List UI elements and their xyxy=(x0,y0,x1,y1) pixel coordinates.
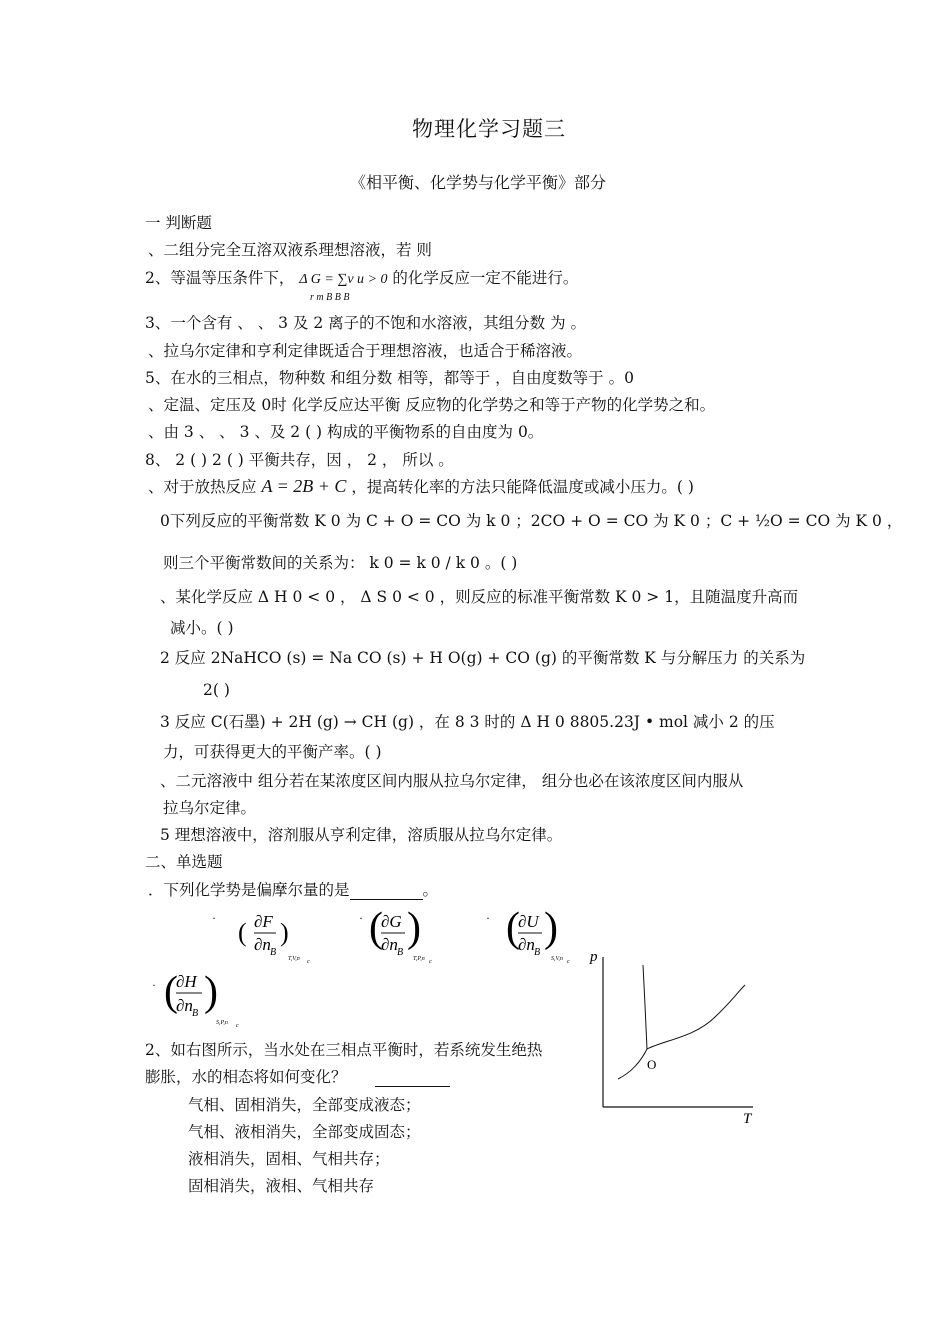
option-c-cond: S,V,n xyxy=(551,956,563,962)
page-title: 物理化学习题三 xyxy=(412,117,566,141)
judge-q9-suffix: ，提高转化率的方法只能降低温度或减小压力。( ) xyxy=(351,478,694,496)
option-b-cond: T,P,n xyxy=(413,956,425,962)
single-q2-line2 xyxy=(145,1067,450,1087)
judge-q10-line2: 则三个平衡常数间的关系为： k 0 = k 0 / k 0 。( ) xyxy=(163,554,518,572)
judge-q15: 5 理想溶液中，溶剂服从亨利定律，溶质服从拉乌尔定律。 xyxy=(160,826,563,844)
option-a[interactable] xyxy=(210,905,330,969)
single-q1-end: 。 xyxy=(422,881,439,899)
option-a-formula xyxy=(210,905,330,965)
option-a-lparen: ( xyxy=(238,918,247,947)
option-c-num: ∂U xyxy=(518,912,539,931)
judge-q1: 、二组分完全互溶双液系理想溶液，若 则 xyxy=(148,241,432,259)
option-a-dot: · xyxy=(212,911,216,925)
sublimation-curve xyxy=(618,1049,647,1079)
judge-q11-line2: 减小。( ) xyxy=(170,619,234,637)
option-b-formula xyxy=(357,905,477,965)
option-c-dot: · xyxy=(486,911,490,925)
judge-q9 xyxy=(148,476,694,497)
judge-q14-line2: 拉乌尔定律。 xyxy=(163,799,257,817)
diagram-y-label: p xyxy=(590,949,598,965)
option-d-lparen: ( xyxy=(164,969,178,1015)
option-d-cond: S,P,n xyxy=(216,1020,228,1026)
option-c-den-sub: B xyxy=(534,947,541,958)
option-c-cond-sub: c xyxy=(567,959,570,965)
judge-q6: 、定温、定压及 0时 化学反应达平衡 反应物的化学势之和等于产物的化学势之和。 xyxy=(148,396,716,414)
judge-q7: 、由 3 、 、 3 、及 2 ( ) 构成的平衡物系的自由度为 0。 xyxy=(148,423,544,441)
single-q1-text: ．下列化学势是偏摩尔量的是 xyxy=(148,881,350,899)
page-subtitle: 《相平衡、化学势与化学平衡》部分 xyxy=(350,173,607,192)
answer-blank-q1[interactable] xyxy=(350,883,423,900)
option-b-rparen: ) xyxy=(407,905,421,951)
section1-heading: 一 判断题 xyxy=(145,214,212,232)
section2-heading: 二、单选题 xyxy=(145,853,223,871)
judge-q10-line1: 0下列反应的平衡常数 K 0 为 C + O = CO 为 k 0 ；2CO + O = CO 为 K 0 ；C + ½O = CO 为 K 0 ， xyxy=(160,512,903,530)
option-c-den: ∂n xyxy=(518,935,535,954)
option-b-den: ∂n xyxy=(381,935,398,954)
vaporization-curve xyxy=(647,985,745,1049)
option-b-num: ∂G xyxy=(381,912,402,931)
option-d-rparen: ) xyxy=(204,969,218,1015)
judge-q2-prefix: 2、等温等压条件下， xyxy=(145,269,295,287)
judge-q14-line1: 、二元溶液中 组分若在某浓度区间内服从拉乌尔定律， 组分也必在该浓度区间内服从 xyxy=(160,772,744,790)
option-b-den-sub: B xyxy=(397,947,404,958)
choice-a[interactable]: 气相、固相消失，全部变成液态； xyxy=(188,1096,421,1114)
judge-q8: 8、 2 ( ) 2 ( ) 平衡共存，因 ， 2 ， 所以 。 xyxy=(145,451,454,469)
option-b-dot: · xyxy=(359,911,363,925)
judge-q2 xyxy=(145,268,578,290)
single-q2-text: 膨胀，水的相态将如何变化？ xyxy=(145,1068,347,1086)
judge-q3: 3、一个含有 、 、 3 及 2 离子的不饱和水溶液，其组分数 为 。 xyxy=(145,314,587,332)
judge-q9-formula: A = 2B + C xyxy=(261,476,347,496)
option-b[interactable] xyxy=(357,905,477,969)
choice-d[interactable]: 固相消失，液相、气相共存 xyxy=(188,1177,375,1195)
phase-diagram xyxy=(585,945,765,1130)
judge-q4: 、拉乌尔定律和亨利定律既适合于理想溶液，也适合于稀溶液。 xyxy=(148,342,583,360)
option-c-rparen: ) xyxy=(544,905,558,951)
judge-q9-prefix: 、对于放热反应 xyxy=(148,478,257,496)
option-d-den-sub: B xyxy=(192,1008,199,1019)
option-a-cond-sub: c xyxy=(307,959,310,965)
single-q1 xyxy=(148,880,438,900)
judge-q2-suffix: 的化学反应一定不能进行。 xyxy=(392,269,579,287)
judge-q13-line1: 3 反应 C(石墨) + 2H (g) → CH (g) ，在 8 3 时的 Δ H 0 8805.23J • mol 减小 2 的压 xyxy=(160,713,775,731)
option-a-cond: T,V,n xyxy=(288,956,300,962)
answer-blank-q2[interactable] xyxy=(375,1070,450,1087)
judge-q13-line2: 力，可获得更大的平衡产率。( ) xyxy=(163,743,382,761)
choice-b[interactable]: 气相、液相消失，全部变成固态； xyxy=(188,1123,421,1141)
option-a-num: ∂F xyxy=(254,912,273,931)
diagram-x-label: T xyxy=(743,1111,752,1127)
option-d-num: ∂H xyxy=(176,972,197,991)
option-b-lparen: ( xyxy=(369,905,383,951)
option-c-lparen: ( xyxy=(506,905,520,951)
judge-q2-formula: Δ G = ∑ν u > 0 xyxy=(299,272,388,287)
judge-q11-line1: 、某化学反应 Δ H 0 < 0 ， Δ S 0 < 0 ，则反应的标准平衡常数 K 0 > 1，且随温度升高而 xyxy=(160,588,799,606)
option-b-cond-sub: c xyxy=(429,959,432,965)
option-d-dot: · xyxy=(152,978,156,992)
judge-q12-line1: 2 反应 2NaHCO (s) = Na CO (s) + H O(g) + CO (g) 的平衡常数 K 与分解压力 的关系为 xyxy=(160,649,806,667)
option-d-formula xyxy=(150,963,270,1033)
option-a-rparen: ) xyxy=(280,918,289,947)
judge-q5: 5、在水的三相点，物种数 和组分数 相等，都等于 ，自由度数等于 。0 xyxy=(145,369,634,387)
judge-q2-formula-subs: r m B B B xyxy=(310,292,350,303)
option-d[interactable] xyxy=(150,963,270,1037)
choice-c[interactable]: 液相消失，固相、气相共存； xyxy=(188,1150,390,1168)
option-a-den: ∂n xyxy=(254,935,271,954)
triple-point-label: O xyxy=(647,1057,657,1072)
judge-q12-line2: 2( ) xyxy=(203,681,230,699)
melting-curve xyxy=(643,965,647,1049)
single-q2-line1: 2、如右图所示，当水处在三相点平衡时，若系统发生绝热 xyxy=(145,1041,543,1059)
option-a-den-sub: B xyxy=(270,947,277,958)
option-d-den: ∂n xyxy=(176,996,193,1015)
option-d-cond-sub: c xyxy=(236,1023,239,1029)
